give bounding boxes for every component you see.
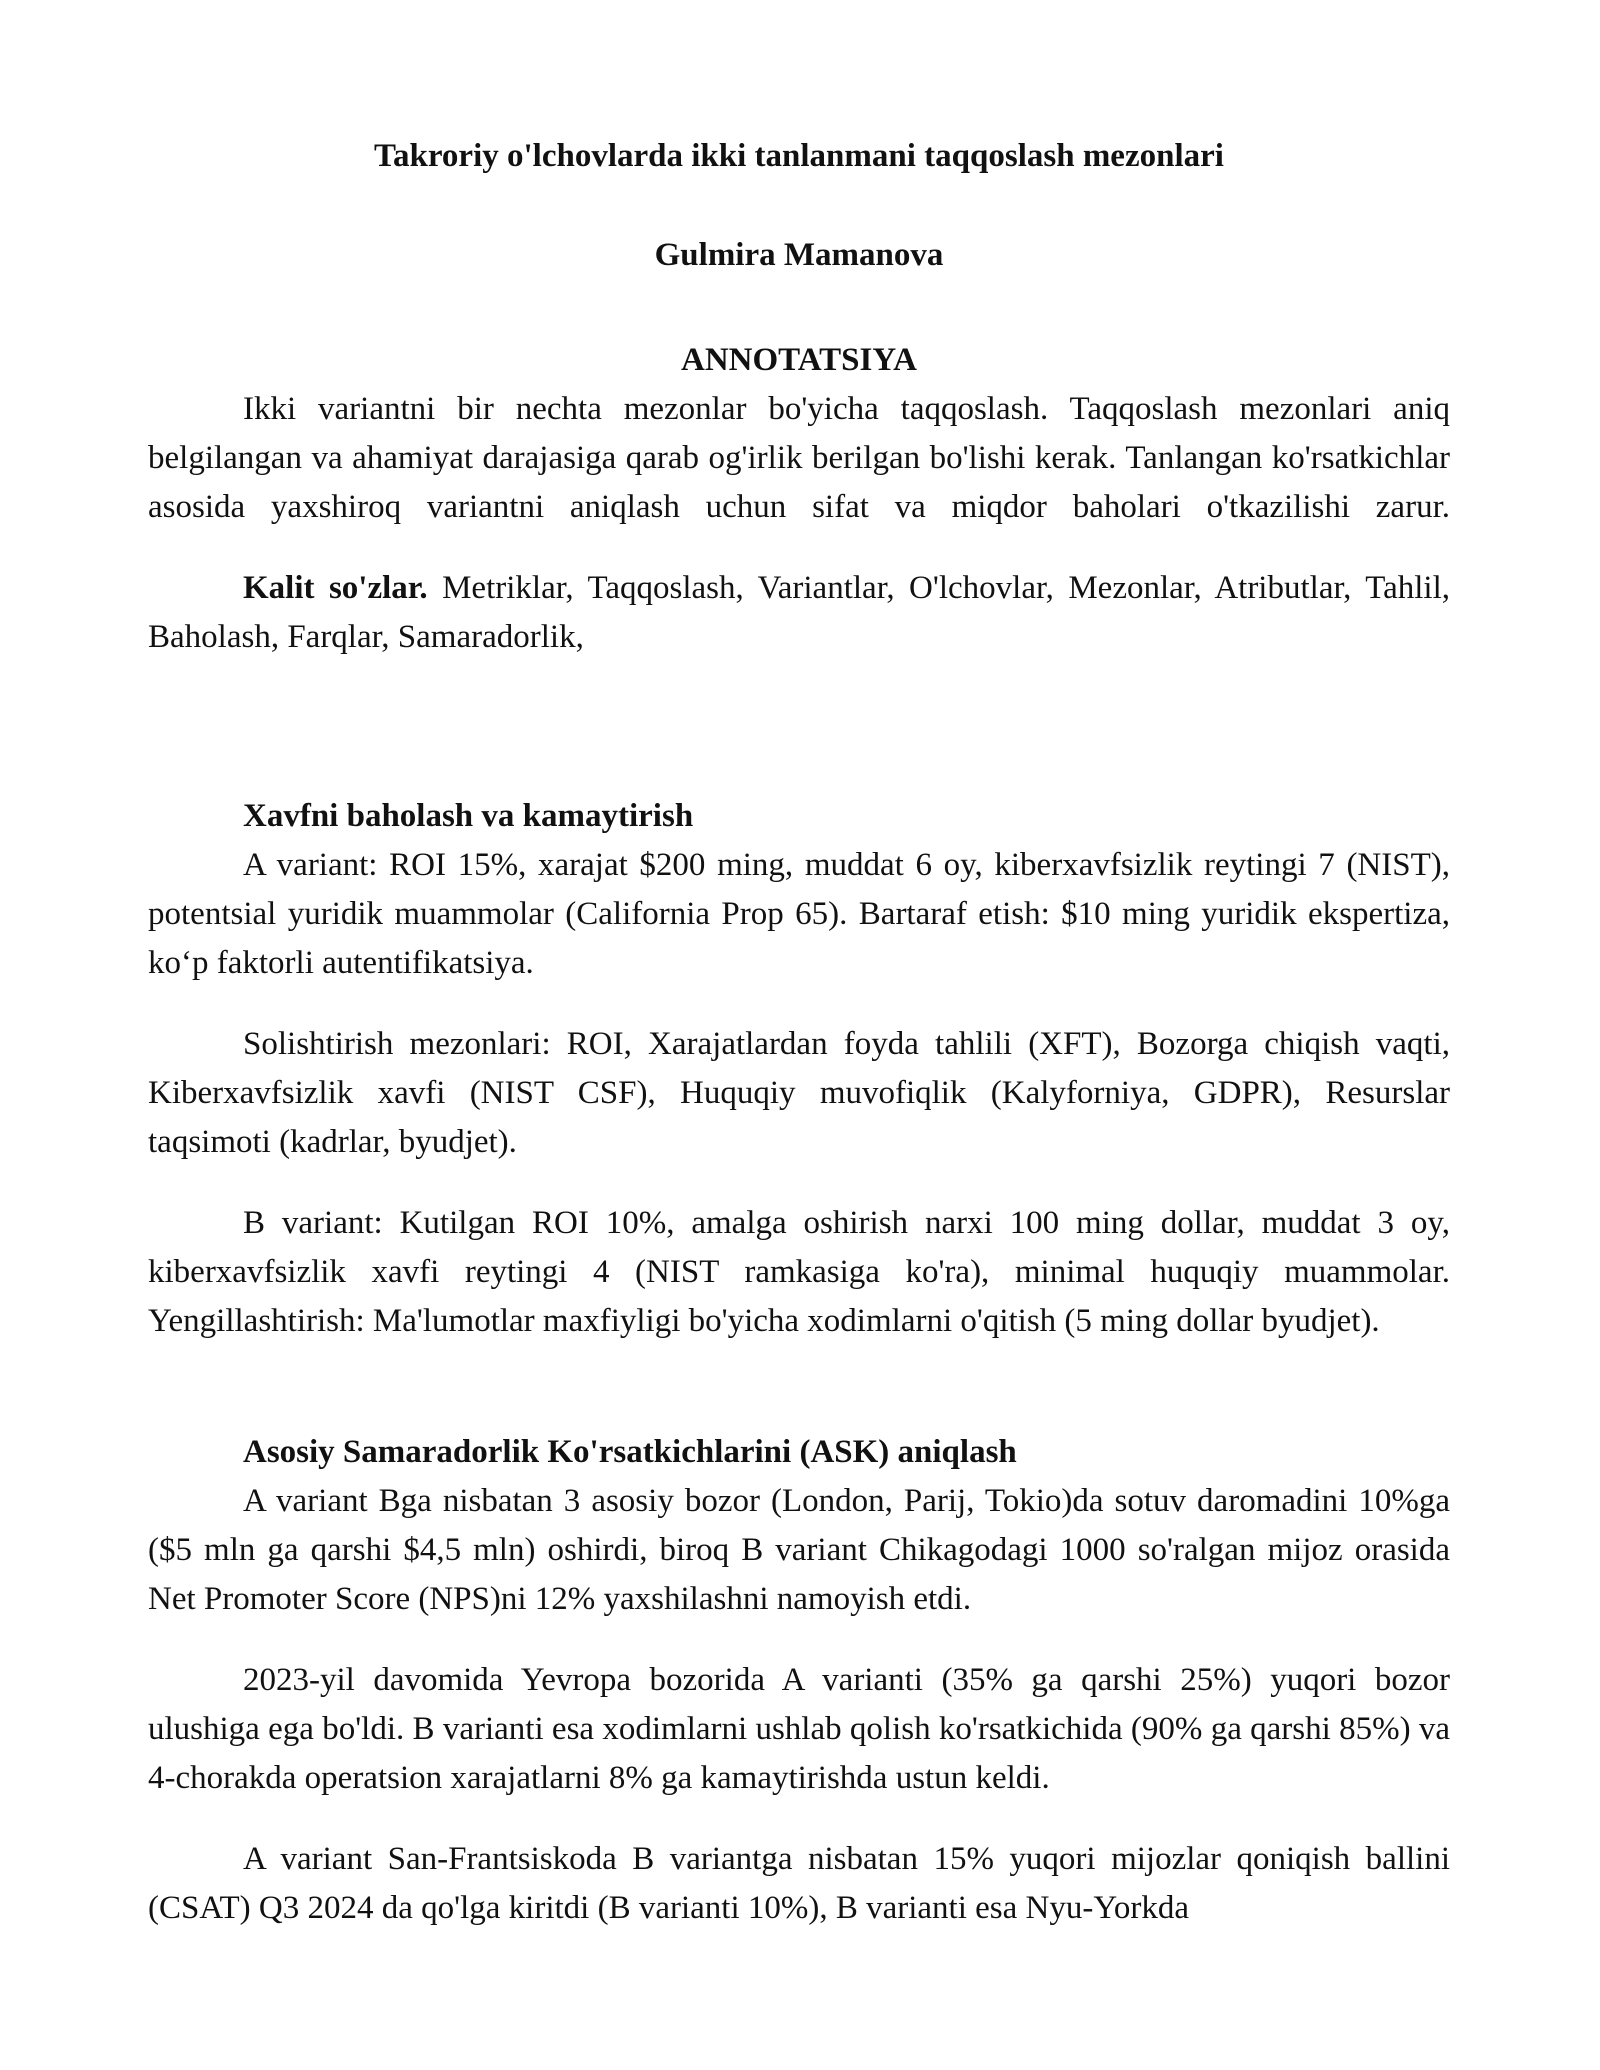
keywords-paragraph — [148, 564, 1450, 662]
risk-paragraph-criteria: Solishtirish mezonlari: ROI, Xarajatlardan foyda tahlili (XFT), Bozorga chiqish vaqti, Kiberxavfsizlik xavfi (NIST CSF), Huquqiy muvofiqlik (Kalyforniya, GDPR), Resurslar taqsimoti (kadrlar, byudjet). — [148, 1026, 1450, 1160]
document-author: Gulmira Mamanova — [654, 237, 944, 273]
risk-paragraph-variant-b: B variant: Kutilgan ROI 10%, amalga oshirish narxi 100 ming dollar, muddat 3 oy, kiberxavfsizlik xavfi reytingi 4 (NIST ramkasiga ko'ra), minimal huquqiy muammolar. Yengillashtirish: Ma'lumotlar maxfiyligi bo'yicha xodimlarni o'qitish (5 ming dollar byudjet). — [148, 1205, 1450, 1339]
section-heading-kpi: Asosiy Samaradorlik Ko'rsatkichlarini (ASK) aniqlash — [243, 1434, 1017, 1470]
annotation-text: Ikki variantni bir nechta mezonlar bo'yicha taqqoslash. Taqqoslash mezonlari aniq belgilangan va ahamiyat darajasiga qarab og'irlik berilgan bo'lishi kerak. Tanlangan ko'rsatkichlar asosida yaxshiroq variantni aniqlash uchun sifat va miqdor baholari o'tkazilishi zarur. — [148, 391, 1450, 525]
keywords-label: Kalit so'zlar. — [243, 570, 428, 606]
kpi-paragraph-sales: A variant Bga nisbatan 3 asosiy bozor (London, Parij, Tokio)da sotuv daromadini 10%ga ($5 mln ga qarshi $4,5 mln) oshirdi, biroq B variant Chikagodagi 1000 so'ralgan mijoz orasida Net Promoter Score (NPS)ni 12% yaxshilashni namoyish etdi. — [148, 1483, 1450, 1617]
risk-paragraph-variant-a: A variant: ROI 15%, xarajat $200 ming, muddat 6 oy, kiberxavfsizlik reytingi 7 (NIST), potentsial yuridik muammolar (California Prop 65). Bartaraf etish: $10 ming yuridik ekspertiza, ko‘p faktorli autentifikatsiya. — [148, 847, 1450, 981]
keywords-text: Metriklar, Taqqoslash, Variantlar, O'lchovlar, Mezonlar, Atributlar, Tahlil, Baholash, Farqlar, Samaradorlik, — [148, 570, 1450, 655]
annotation-heading: ANNOTATSIYA — [681, 342, 917, 378]
kpi-paragraph-market-share: 2023-yil davomida Yevropa bozorida A varianti (35% ga qarshi 25%) yuqori bozor ulushiga ega bo'ldi. B varianti esa xodimlarni ushlab qolish ko'rsatkichida (90% ga qarshi 85%) va 4-chorakda operatsion xarajatlarni 8% ga kamaytirishda ustun keldi. — [148, 1662, 1450, 1796]
document-page — [148, 118, 1450, 1933]
document-title: Takroriy o'lchovlarda ikki tanlanmani taqqoslash mezonlari — [374, 138, 1224, 174]
kpi-paragraph-csat: A variant San-Frantsiskoda B variantga nisbatan 15% yuqori mijozlar qoniqish ballini (CSAT) Q3 2024 da qo'lga kiritdi (B varianti 10%), B varianti esa Nyu-Yorkda — [148, 1841, 1450, 1926]
section-heading-risk: Xavfni baholash va kamaytirish — [243, 798, 694, 834]
